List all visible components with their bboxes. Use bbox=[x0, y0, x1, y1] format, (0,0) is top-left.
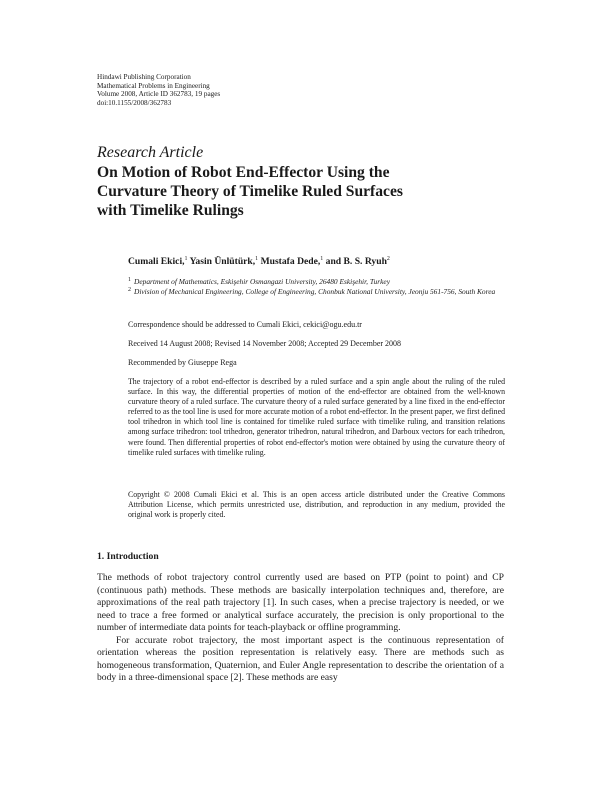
correspondence: Correspondence should be addressed to Cumali Ekici, cekici@ogu.edu.tr bbox=[128, 320, 362, 329]
author-name: Yasin Ünlütürk, bbox=[189, 256, 256, 268]
title-line: On Motion of Robot End-Effector Using the bbox=[97, 164, 390, 181]
author-affiliation-mark: 2 bbox=[386, 256, 390, 262]
section-body bbox=[97, 572, 504, 685]
author-affiliation-mark: 1 bbox=[184, 256, 188, 262]
submission-dates: Received 14 August 2008; Revised 14 November 2008; Accepted 29 December 2008 bbox=[128, 339, 402, 348]
journal-name: Mathematical Problems in Engineering bbox=[97, 81, 210, 90]
author-list bbox=[128, 256, 505, 267]
affiliation bbox=[128, 287, 505, 297]
article-type: Research Article bbox=[97, 144, 204, 161]
section-heading: 1. Introduction bbox=[97, 551, 159, 562]
affiliation bbox=[128, 277, 505, 287]
affiliation-text: Division of Mechanical Engineering, College of Engineering, Chonbuk National University, Jeonju 561-756, South Korea bbox=[134, 287, 496, 296]
copyright-notice: Copyright © 2008 Cumali Ekici et al. This is an open access article distributed under the Creative Commons Attribution License, which permits unrestricted use, distribution, and reproduction in any medium, provided the original work is properly cited. bbox=[128, 490, 505, 520]
paragraph: The methods of robot trajectory control currently used are based on PTP (point to point) and CP (continuous path) methods. These methods are basically interpolation techniques and, therefore, are approximations of the real path trajectory [1]. In such cases, when a precise trajectory is needed, or we need to trace a free formed or analytical surface accurately, the precision is only proportional to the number of intermediate data points for teach-playback or offline programming. bbox=[97, 572, 504, 634]
author-name: Mustafa Dede, bbox=[260, 256, 321, 268]
author-name: B. S. Ryuh bbox=[343, 256, 387, 268]
title-line: Curvature Theory of Timelike Ruled Surfaces bbox=[97, 183, 403, 200]
abstract: The trajectory of a robot end-effector is described by a ruled surface and a spin angle about the ruling of the ruled surface. In this way, the differential properties of motion of the end-effector are obtained from the well-known curvature theory of a ruled surface. The curvature theory of a ruled surface generated by a line fixed in the end-effector referred to as the tool line is used for more accurate motion of a robot end-effector. In the present paper, we first defined tool trihedron in which tool line is contained for timelike ruled surface with timelike ruling, and transition relations among surface trihedron: tool trihedron, generator trihedron, natural trihedron, and Darboux vectors for each trihedron, were found. Then differential properties of robot end-effector's motion were obtained by using the curvature theory of timelike ruled surfaces with timelike ruling. bbox=[128, 377, 505, 457]
author-affiliation-mark: 1 bbox=[320, 256, 324, 262]
volume-info: Volume 2008, Article ID 362783, 19 pages bbox=[97, 90, 221, 99]
journal-header bbox=[97, 73, 220, 107]
author-affiliation-mark: 1 bbox=[255, 256, 259, 262]
author-separator: and bbox=[323, 256, 344, 268]
affiliations bbox=[128, 277, 505, 297]
paper-title bbox=[97, 163, 517, 220]
affiliation-number: 2 bbox=[128, 287, 131, 293]
paragraph: For accurate robot trajectory, the most important aspect is the continuous representation of orientation whereas the position representation is relatively easy. There are methods such as homogeneous transformation, Quaternion, and Euler Angle representation to describe the orientation of a body in a three-dimensional space [2]. These methods are easy bbox=[97, 634, 504, 684]
title-line: with Timelike Rulings bbox=[97, 202, 244, 219]
author-name: Cumali Ekici, bbox=[128, 256, 185, 268]
affiliation-number: 1 bbox=[128, 277, 131, 283]
publisher: Hindawi Publishing Corporation bbox=[97, 73, 191, 81]
recommended-by: Recommended by Giuseppe Rega bbox=[128, 358, 237, 367]
affiliation-text: Department of Mathematics, Eskişehir Osmangazi University, 26480 Eskişehir, Turkey bbox=[134, 277, 390, 286]
doi: doi:10.1155/2008/362783 bbox=[97, 98, 172, 107]
